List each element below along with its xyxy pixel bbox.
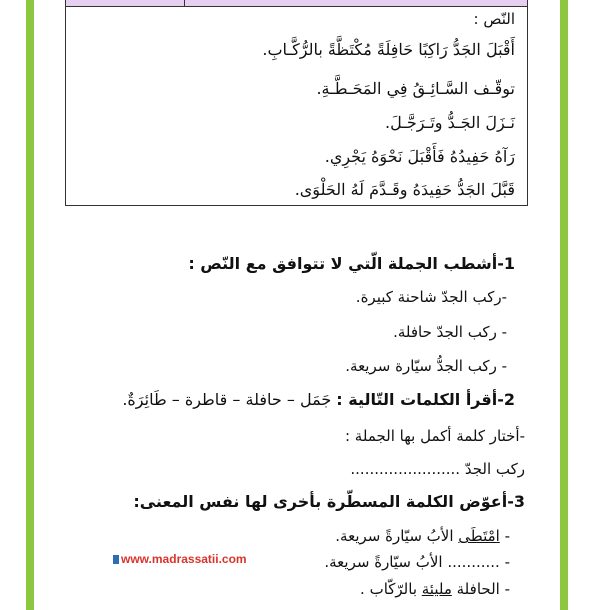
site-watermark: www.madrassatii.com	[113, 552, 247, 566]
q3-underlined-word: امْتَطَى	[458, 527, 500, 545]
passage-title: النّص :	[473, 10, 515, 28]
q2-instruction: -أختار كلمة أكمل بها الجملة :	[344, 427, 525, 445]
q2-sentence: ركب الجدّ .......................	[350, 460, 525, 478]
q1-option: -ركب الجدّ شاحنة كبيرة.	[355, 288, 507, 306]
header-strip	[66, 0, 527, 7]
q3-item: - امْتَطَى الأبُ سيّارةً سريعة.	[335, 527, 510, 545]
q1-option: - ركب الجدُّ سيّارة سريعة.	[345, 357, 507, 375]
q2-title-bold: 2-أقرأ الكلمات التّالية :	[336, 390, 515, 409]
question-3-title: 3-أعوّض الكلمة المسطّرة بأخرى لها نفس المعنى:	[133, 492, 525, 511]
question-1-title: 1-أشطب الجملة الّتي لا تتوافق مع النّص :	[188, 254, 515, 273]
q3-item: - الحافلة مليئة بالرّكّاب .	[360, 580, 510, 598]
passage-line: توقّـف السَّـائِـقُ فِي المَحَـطَّـةِ.	[316, 79, 515, 98]
q3-underlined-word: مليئة	[421, 580, 452, 598]
question-2-title	[122, 390, 515, 409]
passage-line: نَـزَلَ الجَـدُّ وتَـرَجَّـلَ.	[385, 113, 515, 132]
passage-line: أَقْبَلَ الجَدُّ رَاكِبًا حَافِلَةً مُكْتَظَّةً بالرُّكَّـابِ.	[262, 40, 515, 59]
passage-line: رَآهُ حَفِيدُهُ فَأَقْبَلَ نَحْوَهُ يَجْرِي.	[324, 147, 515, 166]
q1-option: - ركب الجدّ حافلة.	[393, 323, 507, 341]
left-frame-border	[26, 0, 34, 610]
q3-item: - ........... الأبُ سيّارةً سريعة.	[324, 553, 510, 571]
right-frame-border	[560, 0, 568, 610]
passage-line: قَبَّلَ الجَدُّ حَفِيدَهُ وقَـدَّمَ لَهُ الحَلْوَى.	[294, 180, 515, 199]
q2-word-list: جَمَل – حافلة – قاطرة – طَائِرَةٌ.	[122, 390, 332, 409]
watermark-icon	[113, 555, 119, 564]
passage-box	[65, 0, 528, 206]
